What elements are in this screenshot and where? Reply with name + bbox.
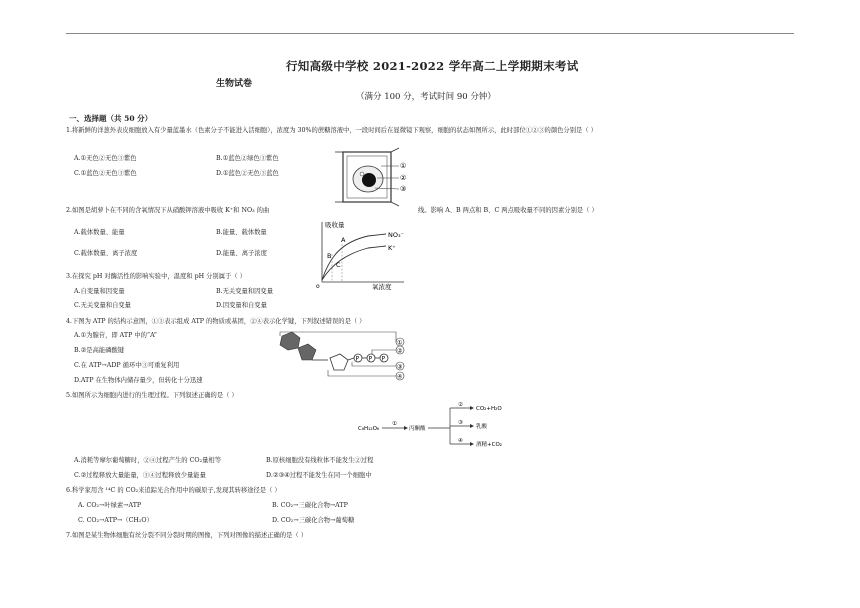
atp-label-2: ② bbox=[397, 347, 403, 355]
fig1-label-3: ③ bbox=[400, 185, 407, 193]
point-c-label: C bbox=[336, 261, 341, 269]
q2-option-c[interactable]: C.载体数量、离子浓度 bbox=[74, 250, 138, 257]
q4-option-a[interactable]: A.①为腺苷，即 ATP 中的“A” bbox=[74, 332, 157, 339]
question-1-stem: 1.将新鲜的洋葱外表皮细胞放入有少量蓝墨水（色素分子不能进入活细胞），浓度为 30%的蔗糖溶液中，一段时间后在显微镜下观察，细胞的状态如图所示，此时部位①②③的颜色分别是（ ） bbox=[66, 127, 597, 134]
q6-option-d[interactable]: D. CO₂→三碳化合物→葡萄糖 bbox=[272, 517, 355, 524]
pyruvate-label: 丙酮酸 bbox=[409, 426, 426, 432]
atp-structure-figure bbox=[268, 330, 410, 382]
path-num-2: ② bbox=[458, 402, 463, 408]
phosphate-3-label: P bbox=[381, 355, 386, 363]
path-num-1: ① bbox=[392, 421, 397, 427]
glucose-label: C₆H₁₂O₆ bbox=[358, 426, 380, 432]
absorption-graph bbox=[312, 218, 412, 290]
graph-ylabel: 吸收量 bbox=[325, 221, 345, 229]
series-k-label: K⁺ bbox=[388, 244, 396, 252]
q5-option-a[interactable]: A.消耗等摩尔葡萄糖时，②④过程产生的 CO₂量相等 bbox=[74, 457, 221, 464]
nucleus bbox=[360, 172, 364, 176]
graph-xlabel: 氧浓度 bbox=[372, 283, 392, 290]
fig1-label-2: ② bbox=[400, 174, 407, 182]
question-6-stem: 6.科学家用含 ¹⁴C 的 CO₂来追踪光合作用中的碳原子,发现其转移途径是（ ） bbox=[66, 487, 281, 494]
point-b-label: B bbox=[327, 252, 332, 260]
q3-option-d[interactable]: D.因变量和自变量 bbox=[216, 302, 267, 309]
atp-label-4: ④ bbox=[397, 373, 403, 381]
q1-option-d[interactable]: D.①蓝色②无色③蓝色 bbox=[216, 170, 279, 177]
ribose bbox=[330, 354, 348, 370]
q4-option-d[interactable]: D.ATP 在生物体内储存量少，但转化十分迅速 bbox=[74, 377, 203, 384]
question-2-stem-b: 线。影响 A、B 两点和 B、C 两点吸收量不同的因素分别是（ ） bbox=[418, 207, 598, 214]
q3-option-a[interactable]: A.自变量和因变量 bbox=[74, 288, 125, 295]
q4-option-b[interactable]: B.②是高能磷酸键 bbox=[74, 347, 125, 354]
q4-option-c[interactable]: C.在 ATP→ADP 循环中③可重复利用 bbox=[74, 362, 180, 369]
curve-k bbox=[322, 246, 386, 280]
question-7-stem: 7.如图是某生物体细胞有丝分裂不同分裂时期的图像，下列对图像的描述正确的是（ ） bbox=[66, 532, 307, 539]
header-rule bbox=[66, 33, 794, 34]
question-5-stem: 5.如图所示为细胞内进行的生理过程。下列叙述正确的是（ ） bbox=[66, 392, 238, 399]
subject-label: 生物试卷 bbox=[216, 79, 253, 89]
product-lactate: 乳酸 bbox=[476, 424, 488, 430]
path-num-4: ④ bbox=[458, 438, 463, 444]
atp-label-1: ① bbox=[397, 339, 403, 347]
q6-option-a[interactable]: A. CO₂→叶绿素→ATP bbox=[78, 502, 142, 509]
q2-option-d[interactable]: D.能量、离子浓度 bbox=[216, 250, 267, 257]
product-ethanol: 酒精+CO₂ bbox=[476, 442, 502, 448]
question-3-stem: 3.在探究 pH 对酶活性的影响实验中，温度和 pH 分别属于（ ） bbox=[66, 273, 246, 280]
q2-option-b[interactable]: B.能量、载体数量 bbox=[216, 229, 267, 236]
graph-origin: o bbox=[316, 283, 320, 290]
exam-note: （满分 100 分，考试时间 90 分钟） bbox=[356, 92, 496, 102]
question-4-stem: 4.下图为 ATP 的结构示意图，①③表示组成 ATP 的物质或基团，②④表示化学键，下列叙述错误的是（ ） bbox=[66, 318, 366, 325]
atp-label-3: ③ bbox=[397, 363, 403, 371]
adenine-ring bbox=[280, 332, 300, 350]
exam-title: 行知高级中学校 2021-2022 学年高二上学期期末考试 bbox=[286, 59, 579, 73]
fig1-label-1: ① bbox=[400, 162, 407, 170]
q5-option-c[interactable]: C.②过程释放大量能量，③④过程释放少量能量 bbox=[74, 472, 206, 479]
series-no3-label: NO₃⁻ bbox=[388, 231, 405, 239]
q1-option-c[interactable]: C.①蓝色②无色③紫色 bbox=[74, 170, 137, 177]
section-title: 一、选择题（共 50 分） bbox=[69, 114, 153, 123]
question-2-stem-a: 2.如图是胡萝卜在不同的含氧情况下从硝酸钾溶液中吸收 K⁺和 NO₃ 的曲 bbox=[66, 207, 270, 214]
point-a-label: A bbox=[341, 236, 346, 244]
vacuole bbox=[362, 173, 376, 187]
plasmolysis-cell-figure bbox=[335, 146, 415, 208]
q3-option-c[interactable]: C.无关变量和自变量 bbox=[74, 302, 131, 309]
q5-option-d[interactable]: D.②③④过程不能发生在同一个细胞中 bbox=[266, 472, 372, 479]
product-co2-h2o: CO₂+H₂O bbox=[476, 406, 502, 412]
q1-option-a[interactable]: A.①无色②无色③紫色 bbox=[74, 155, 137, 162]
adenine-ring-2 bbox=[298, 344, 316, 360]
path-num-3: ③ bbox=[458, 420, 463, 426]
q3-option-b[interactable]: B.无关变量和因变量 bbox=[216, 288, 274, 295]
q5-option-b[interactable]: B.原核细胞没有线粒体不能发生②过程 bbox=[266, 457, 374, 464]
q6-option-c[interactable]: C. CO₂→ATP→（CH₂O） bbox=[78, 517, 153, 524]
respiration-pathway-figure bbox=[358, 400, 508, 452]
q6-option-b[interactable]: B. CO₂→三碳化合物→ATP bbox=[272, 502, 348, 509]
curve-no3 bbox=[322, 234, 386, 280]
q2-option-a[interactable]: A.载体数量、能量 bbox=[74, 229, 125, 236]
phosphate-2-label: P bbox=[368, 355, 373, 363]
phosphate-1-label: P bbox=[355, 355, 360, 363]
q1-option-b[interactable]: B.①蓝色②绿色③紫色 bbox=[216, 155, 279, 162]
